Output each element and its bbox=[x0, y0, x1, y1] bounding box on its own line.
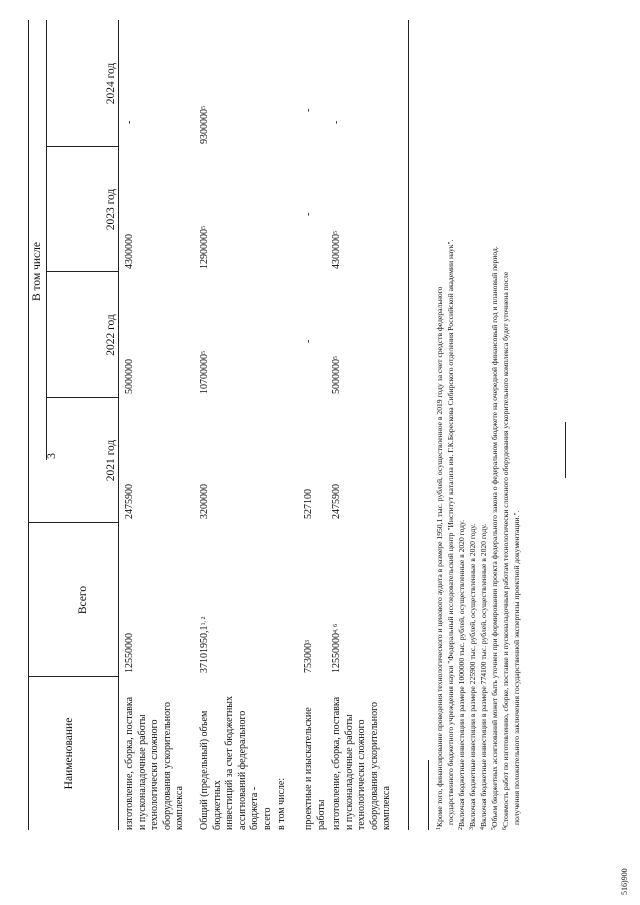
table-row-0-total: 12550000 bbox=[124, 633, 135, 673]
row-name-line: технологически сложного bbox=[356, 719, 367, 830]
table-row-1-2024: 9300000$^5$ bbox=[199, 106, 210, 144]
row-name-line: ассигнований федерального бюджета - bbox=[236, 710, 260, 830]
including-divider bbox=[46, 20, 47, 460]
table-row-4-total: 12550000$^{4, 6}$ bbox=[331, 624, 342, 673]
header-year-2024: 2024 год bbox=[105, 62, 117, 105]
table-row-4-2021: 2475900 bbox=[331, 484, 342, 519]
table-row-3-2023: - bbox=[303, 212, 314, 216]
table-row-0-2021: 2475900 bbox=[124, 484, 135, 519]
table-row-0-2023: 4300000 bbox=[124, 234, 135, 269]
table-row-3-total: 753000$^3$ bbox=[303, 640, 314, 673]
table-top-border bbox=[28, 20, 29, 830]
footnote-6-cont: получения положительного заключения государственной экспертизы проектной документации.". bbox=[512, 510, 521, 825]
footnote-4: $^4$Включая бюджетные инвестиции в размере 774100 тыс. рублей, осуществленные в 2020 году. bbox=[479, 523, 488, 830]
row-name-line: комплекса bbox=[174, 786, 185, 830]
closing-separator bbox=[565, 422, 566, 478]
row-name-line: инвестиций за счет бюджетных bbox=[224, 695, 235, 830]
header-bottom-border bbox=[118, 20, 119, 830]
row-name-line: и пусконаладочные работы bbox=[343, 714, 355, 830]
row-name-line: и пусконаладочные работы bbox=[136, 714, 148, 830]
row-name-line: изготовление, сборка, поставка bbox=[124, 696, 135, 830]
row-name-line: оборудования ускорительного bbox=[161, 702, 173, 830]
row-name-line: комплекса bbox=[381, 786, 392, 830]
row-name-line: в том числе: bbox=[276, 777, 287, 830]
row-name-line: изготовление, сборка, поставка bbox=[331, 696, 342, 830]
table-row-3-2024: - bbox=[303, 108, 314, 112]
row-name-line: проектные и изыскательские работы bbox=[303, 707, 327, 830]
footnote-5: $^5$Объем бюджетных ассигнований может быть уточнен при формировании проекта федерального закона о федеральном бюджете на очередной финансовый год и плановый период. bbox=[490, 246, 499, 830]
table-row-0-2022: 5000000 bbox=[124, 359, 135, 394]
table-row-3-name bbox=[303, 680, 328, 830]
footnote-6: $^6$Стоимость работ по изготовлению, сборке, поставке и пусконаладочным работам технологически сложного оборудования ускорительного комплекса будет уточнена после bbox=[501, 271, 510, 830]
table-bottom-border bbox=[408, 20, 409, 830]
footnote-1-cont: государственного бюджетного учреждения науки "Федеральный исследовательский центр "Институт катализа им. Г.К.Борескова Сибирского отделения Российской академии наук". bbox=[446, 239, 455, 825]
row-name-line: технологически сложного bbox=[149, 719, 160, 830]
footnote-3: $^3$Включая бюджетные инвестиции в размере 225900 тыс. рублей, осуществленные в 2020 году. bbox=[468, 523, 477, 830]
footnote-2: $^2$Включая бюджетные инвестиции в размере 1000000 тыс. рублей, осуществленные в 2020 году. bbox=[457, 520, 466, 830]
table-row-0-name bbox=[124, 680, 187, 830]
page-number: 3 bbox=[44, 453, 58, 459]
header-name: Наименование bbox=[63, 717, 75, 790]
table-row-2-name bbox=[276, 680, 289, 830]
row-name-line: всего bbox=[261, 807, 273, 830]
header-year-2022: 2022 год bbox=[105, 314, 117, 356]
table-row-4-2023: 4300000$^5$ bbox=[331, 231, 342, 269]
header-year-2021: 2021 год bbox=[105, 439, 117, 482]
table-row-1-2021: 3200000 bbox=[199, 484, 210, 519]
header-including: В том числе bbox=[31, 242, 43, 301]
footnote-1: $^1$Кроме того, финансирование проведения технологического и ценового аудита в размере 1950,1 тыс. рублей, осуществленное в 2019 году за счет средств федерального bbox=[435, 286, 444, 830]
table-row-1-name bbox=[199, 680, 274, 830]
table-row-3-2021: 527100 bbox=[303, 489, 314, 519]
footnote-separator bbox=[428, 760, 429, 830]
row-name-line: Общий (предельный) объем бюджетных bbox=[199, 710, 223, 830]
table-row-4-2022: 5000000$^5$ bbox=[331, 356, 342, 394]
table-row-1-2023: 12900000$^5$ bbox=[199, 226, 210, 269]
table-row-0-2024: - bbox=[124, 120, 135, 124]
table-row-4-2024: - bbox=[331, 120, 342, 124]
table-row-1-total: 37101950,1$^{1, 2}$ bbox=[199, 616, 210, 673]
table-row-3-2022: - bbox=[303, 339, 314, 343]
table-row-1-2022: 10700000$^5$ bbox=[199, 351, 210, 394]
header-total: Всего bbox=[77, 585, 89, 615]
table-row-4-name bbox=[331, 680, 394, 830]
row-name-line: оборудования ускорительного bbox=[368, 702, 380, 830]
document-code: 516)900 bbox=[620, 868, 629, 895]
header-year-2023: 2023 год bbox=[105, 188, 117, 231]
